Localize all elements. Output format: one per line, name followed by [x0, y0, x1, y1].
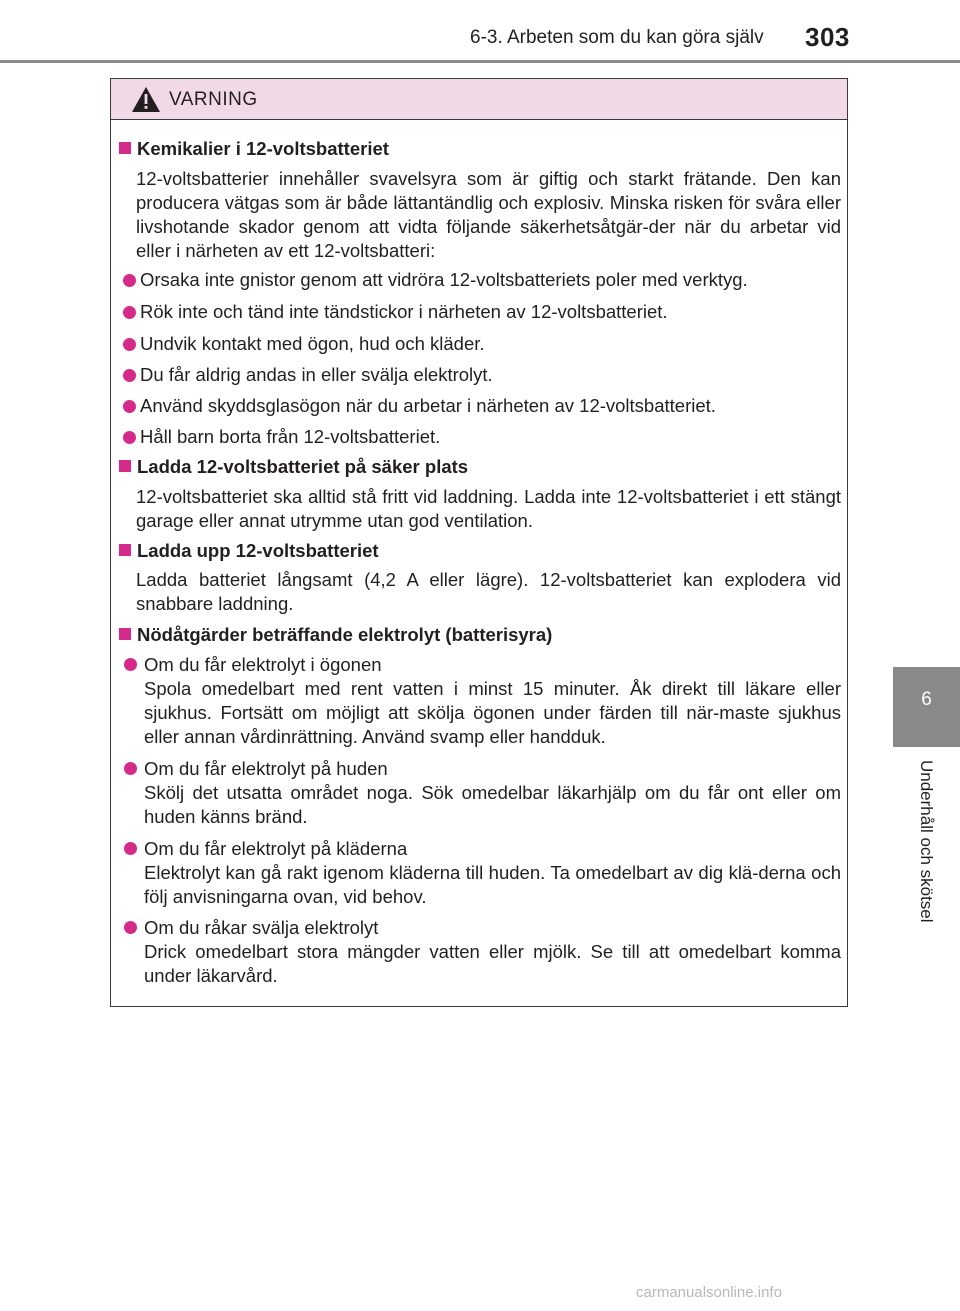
section-paragraph: 12-voltsbatteriet ska alltid stå fritt vid laddning. Ladda inte 12-voltsbatteriet i ett stängt garage eller annat utrymme utan god ventilation.: [136, 486, 841, 531]
section-heading: Kemikalier i 12-voltsbatteriet: [119, 138, 389, 160]
round-bullet-icon: [123, 274, 136, 287]
section-paragraph: 12-voltsbatterier innehåller svavelsyra som är giftig och starkt frätande. Den kan producera vätgas som är både lättantändlig och explosiv. Minska risken för svåra eller livshotande skador genom att vidta följande säkerhetsåtgär-der när du arbetar vid eller i närheten av ett 12-voltsbatteri:: [136, 168, 841, 261]
round-bullet-icon: [123, 338, 136, 351]
square-bullet-icon: [119, 628, 131, 640]
square-bullet-icon: [119, 142, 131, 154]
item-heading: Om du får elektrolyt i ögonen: [144, 654, 382, 675]
chapter-tab: [893, 667, 960, 747]
round-bullet-icon: [124, 842, 137, 855]
chapter-label-text: Underhåll och skötsel: [917, 760, 936, 923]
round-bullet-icon: [124, 762, 137, 775]
warning-triangle-icon: [131, 86, 161, 113]
section-heading: Ladda upp 12-voltsbatteriet: [119, 540, 379, 562]
list-item: [144, 757, 841, 829]
list-item: Rök inte och tänd inte tändstickor i närheten av 12-voltsbatteriet.: [123, 300, 841, 324]
chapter-number: 6: [921, 689, 932, 710]
round-bullet-icon: [124, 921, 137, 934]
round-bullet-icon: [123, 306, 136, 319]
list-item: Orsaka inte gnistor genom att vidröra 12-voltsbatteriets poler med verktyg.: [123, 268, 841, 292]
list-item: Använd skyddsglasögon när du arbetar i närheten av 12-voltsbatteriet.: [123, 394, 841, 418]
item-body: Elektrolyt kan gå rakt igenom kläderna till huden. Ta omedelbart av dig klä-derna och följ anvisningarna ovan, vid behov.: [144, 862, 841, 907]
watermark: carmanualsonline.info: [636, 1284, 782, 1301]
round-bullet-icon: [123, 369, 136, 382]
section-title: 6-3. Arbeten som du kan göra själv: [470, 27, 764, 48]
round-bullet-icon: [123, 431, 136, 444]
chapter-label: [896, 760, 956, 1000]
list-item: Undvik kontakt med ögon, hud och kläder.: [123, 332, 841, 356]
item-heading: Om du får elektrolyt på huden: [144, 758, 388, 779]
section-heading: Nödåtgärder beträffande elektrolyt (batterisyra): [119, 624, 552, 646]
header-divider: [0, 60, 960, 63]
square-bullet-icon: [119, 544, 131, 556]
list-item: [144, 916, 841, 988]
list-item: Håll barn borta från 12-voltsbatteriet.: [123, 425, 841, 449]
round-bullet-icon: [123, 400, 136, 413]
item-body: Skölj det utsatta området noga. Sök omedelbar läkarhjälp om du får ont eller om huden känns bränd.: [144, 782, 841, 827]
warning-header: [111, 79, 847, 120]
section-paragraph: Ladda batteriet långsamt (4,2 A eller lägre). 12-voltsbatteriet kan explodera vid snabbare laddning.: [136, 569, 841, 614]
warning-label: VARNING: [169, 89, 258, 110]
warning-box: [110, 78, 848, 1007]
list-item: Du får aldrig andas in eller svälja elektrolyt.: [123, 363, 841, 387]
list-item: [144, 837, 841, 909]
round-bullet-icon: [124, 658, 137, 671]
page-number: 303: [805, 22, 850, 52]
section-heading: Ladda 12-voltsbatteriet på säker plats: [119, 456, 468, 478]
list-item: [144, 653, 841, 749]
item-heading: Om du råkar svälja elektrolyt: [144, 917, 379, 938]
square-bullet-icon: [119, 460, 131, 472]
item-body: Spola omedelbart med rent vatten i minst 15 minuter. Åk direkt till läkare eller sjukhus. Fortsätt om möjligt att skölja ögonen under färden till när-maste sjukhus eller annan vårdinrättning. Använd svamp eller handduk.: [144, 678, 841, 747]
item-body: Drick omedelbart stora mängder vatten eller mjölk. Se till att omedelbart komma under läkarvård.: [144, 941, 841, 986]
item-heading: Om du får elektrolyt på kläderna: [144, 838, 408, 859]
